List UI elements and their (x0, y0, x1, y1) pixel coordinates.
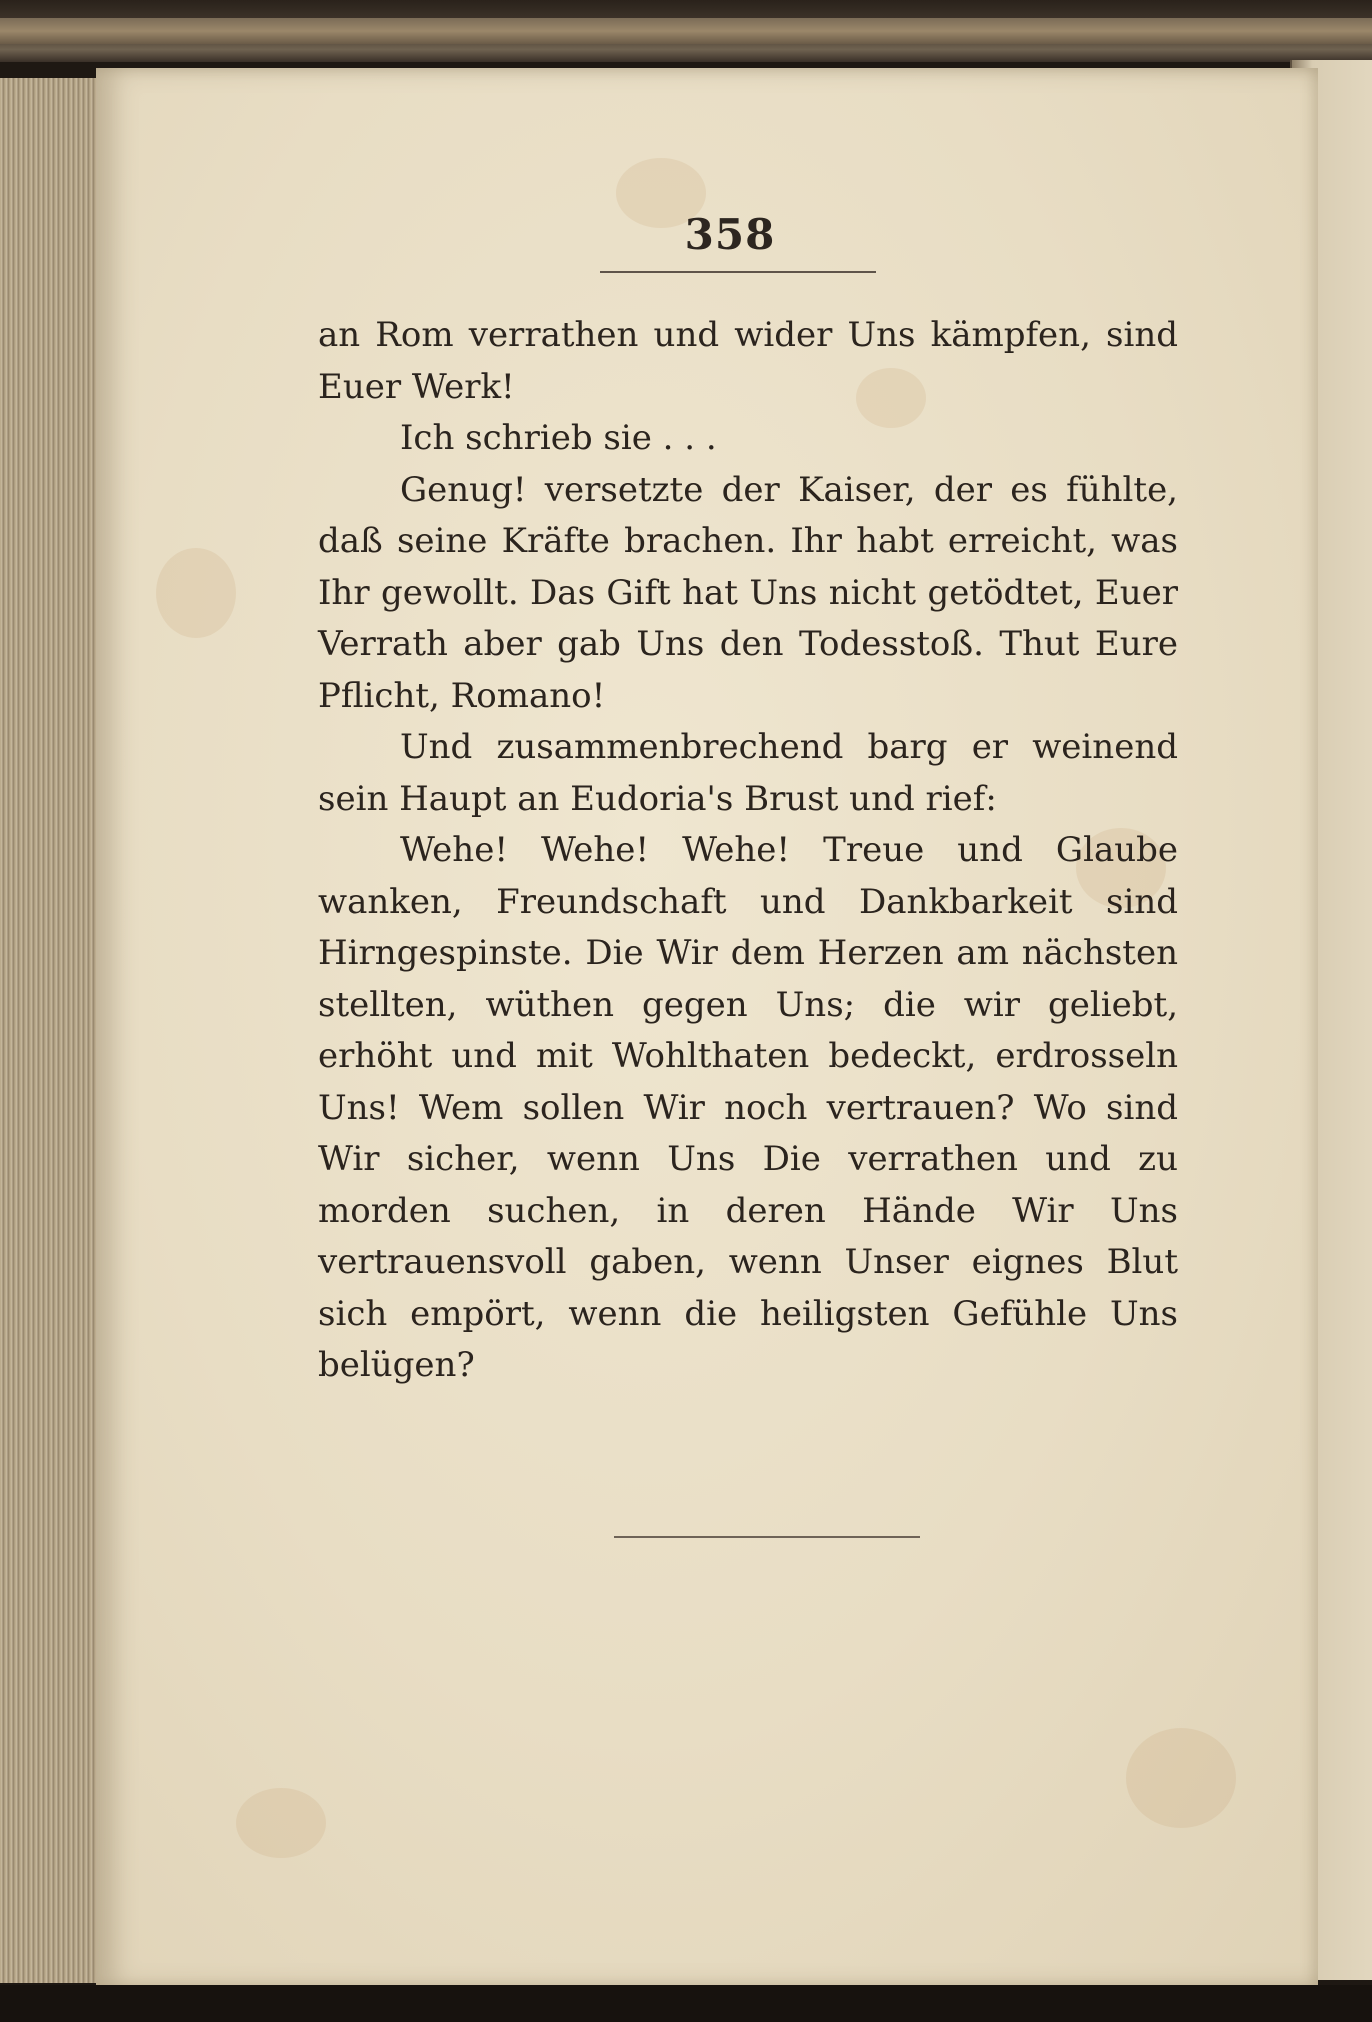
paragraph-4: Und zusammenbrechend barg er weinend sein Haupt an Eudoria's Brust und rief: (318, 727, 1178, 819)
paper-stain (1126, 1728, 1236, 1828)
header-rule (600, 271, 876, 273)
paragraph-3: Genug! versetzte der Kaiser, der es fühlte, daß seine Kräfte brachen. Ihr habt erreicht, was Ihr gewollt. Das Gift hat Uns nicht getödtet, Euer Verrath aber gab Uns den Todesstoß. Thut Eure Pflicht, Romano! (318, 469, 1178, 716)
paragraph-2: Ich schrieb sie . . . (400, 418, 717, 458)
bottom-shadow (0, 1985, 1372, 2022)
page-number: 358 (684, 210, 776, 259)
binding-strip (0, 18, 1372, 44)
paragraph-5: Wehe! Wehe! Wehe! Treue und Glaube wanken, Freundschaft und Dankbarkeit sind Hirngespinste. Die Wir dem Herzen am nächsten stellten, wüthen gegen Uns; die wir geliebt, erhöht und mit Wohlthaten bedeckt, erdrosseln Uns! Wem sollen Wir noch vertrauen? Wo sind Wir sicher, wenn Uns Die verrathen und zu morden suchen, in deren Hände Wir Uns vertrauensvoll gaben, wenn Unser eignes Blut sich empört, wenn die heiligsten Gefühle Uns belügen? (318, 830, 1178, 1385)
page-text (318, 310, 1178, 1392)
paper-stain (156, 548, 236, 638)
paper-stain (236, 1788, 326, 1858)
chapter-end-rule (614, 1536, 920, 1538)
paragraph-1: an Rom verrathen und wider Uns kämpfen, sind Euer Werk! (318, 315, 1178, 407)
